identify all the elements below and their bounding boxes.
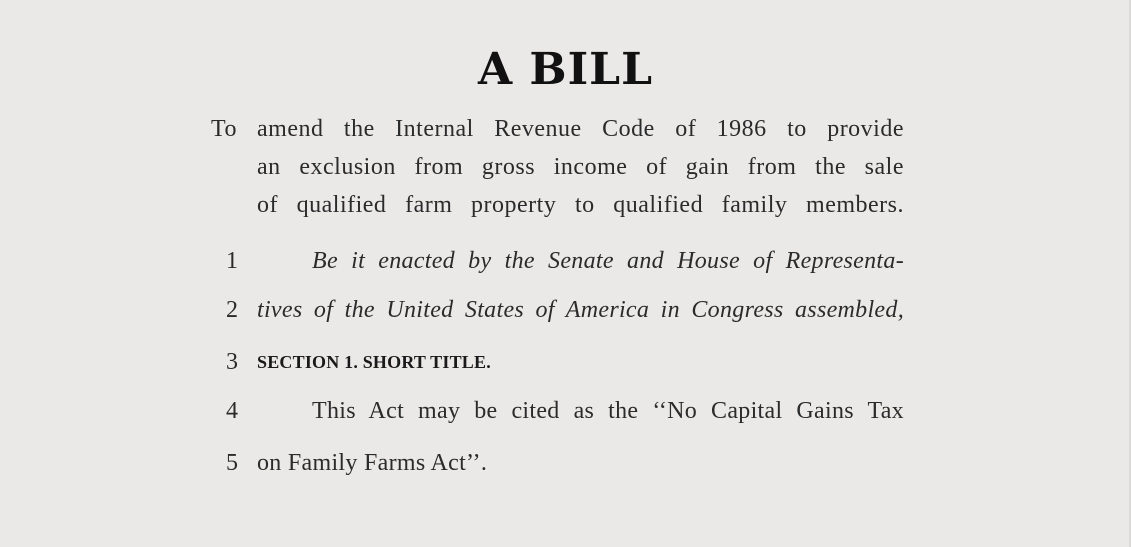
section-heading: SECTION 1. SHORT TITLE. [257, 352, 491, 372]
bill-purpose [257, 110, 904, 224]
purpose-line: amend the Internal Revenue Code of 1986 to provide [257, 116, 904, 142]
short-title-line: This Act may be cited as the ‘‘No Capital Gains Tax [312, 398, 904, 424]
line-number: 1 [226, 248, 238, 274]
line-number: 4 [226, 398, 238, 424]
purpose-line: of qualified farm property to qualified family members. [257, 192, 904, 218]
short-title-line: on Family Farms Act’’. [257, 450, 488, 476]
enacting-clause-line: Be it enacted by the Senate and House of Representa- [312, 248, 904, 274]
purpose-line: an exclusion from gross income of gain from the sale [257, 154, 904, 180]
purpose-to-label: To [211, 116, 237, 142]
bill-title: A BILL [477, 44, 654, 95]
line-number: 3 [226, 349, 238, 375]
line-number: 2 [226, 297, 238, 323]
line-number: 5 [226, 450, 238, 476]
enacting-clause-line: tives of the United States of America in Congress assembled, [257, 297, 904, 323]
